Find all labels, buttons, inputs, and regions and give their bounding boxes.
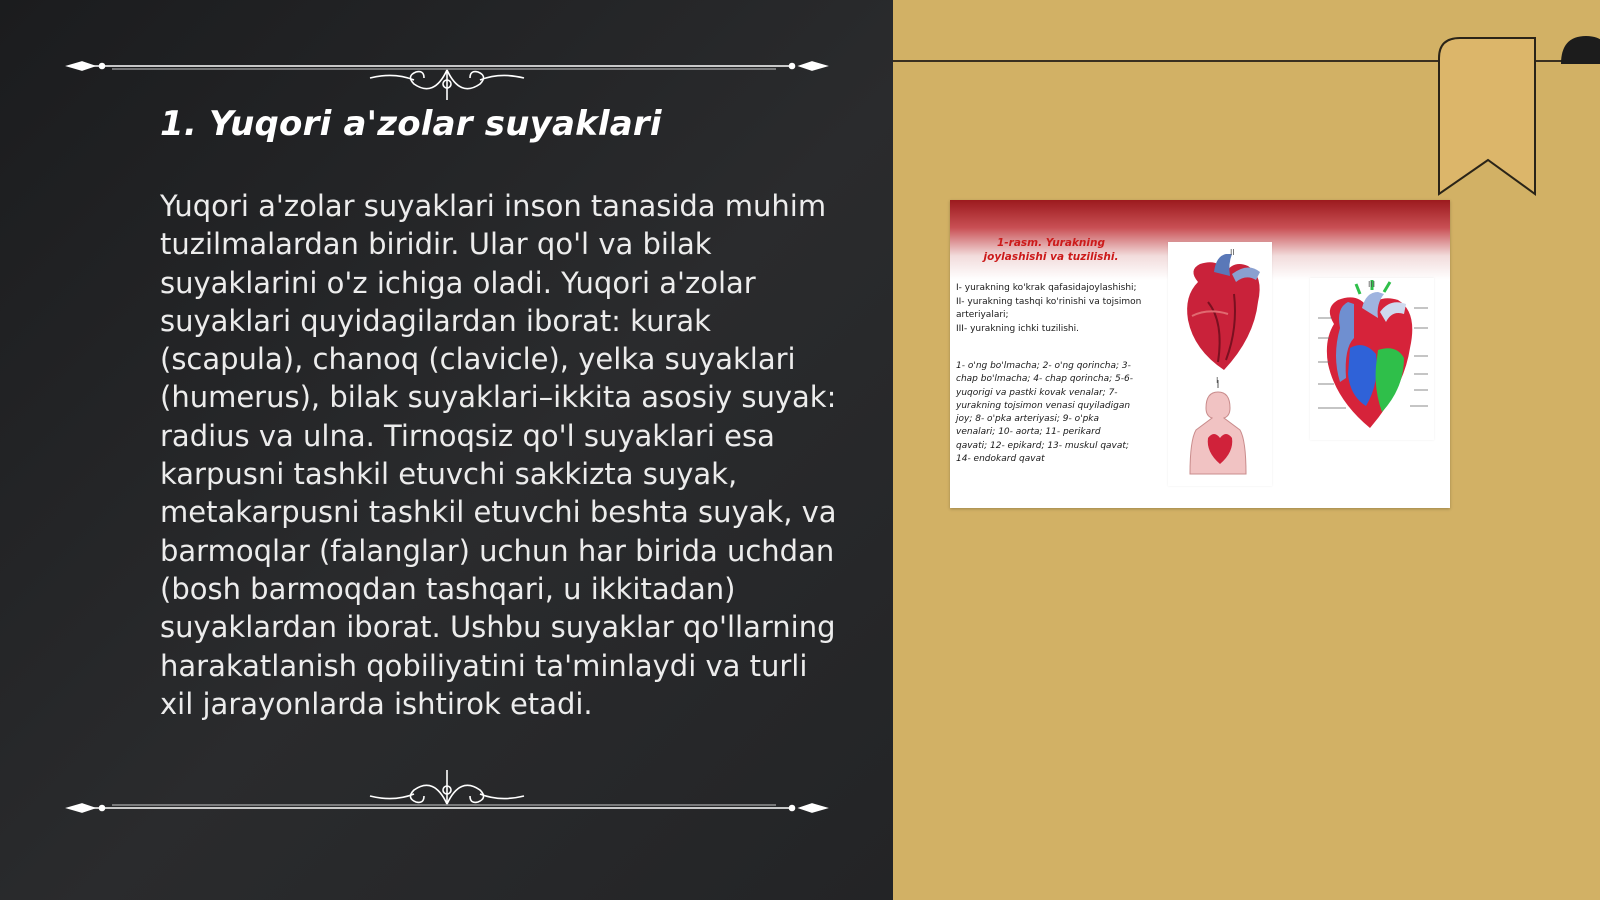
slide-body-text: Yuqori a'zolar suyaklari inson tanasida muhim tuzilmalardan biridir. Ular qo'l va bilak suyaklarini o'z ichiga oladi. Yuqori a'zolar suyaklari quyidagilardan iborat: kurak (scapula), chanoq (clavicle), yelka suyaklari (humerus), bilak suyaklari–ikkita asosiy suyak: radius va ulna. Tirnoqsiz qo'l suyaklari esa karpusni tashkil etuvchi sakkizta suyak, metakarpusni tashkil etuvchi beshta suyak, va barmoqlar (falanglar) uchun har birida uchdan (bosh barmoqdan tashqari, u ikkitadan) suyaklardan iborat. Ushbu suyaklar qo'llarning harakatlanish qobiliyatini ta'minlaydi va turli xil jarayonlarda ishtirok etadi. [160,189,837,721]
bookmark-ribbon-icon [1436,36,1536,196]
top-flourish-icon [64,40,830,100]
label-roman-three: III [1368,280,1376,289]
legend-item: III- yurakning ichki tuzilishi. [956,323,1079,334]
label-roman-two: II [1230,248,1235,257]
heart-interior-image [1310,278,1434,440]
legend-item: I- yurakning ko'krak qafasidajoylashishi; [956,283,1137,293]
heart-diagram-figure [950,200,1450,508]
figure-legend [956,282,1156,336]
bottom-flourish-icon [64,770,830,830]
legend-item: II- yurakning tashqi ko'rinishi va tojsimon arteriyalari; [956,296,1142,320]
heart-exterior-icon [1168,242,1272,486]
label-roman-one: I [1216,376,1219,385]
slide-title: 1. Yuqori a'zolar suyaklari [160,104,662,144]
heart-exterior-image [1168,242,1272,486]
ribbon-hook-icon [1561,36,1600,86]
figure-title: 1-rasm. Yurakning joylashishi va tuzilishi. [983,237,1119,263]
figure-parts-list: 1- o'ng bo'lmacha; 2- o'ng qorincha; 3- chap bo'lmacha; 4- chap qorincha; 5-6- yuqorigi va pastki kovak venalar; 7- yurakning tojsimon venasi quyiladigan joy; 8- o'pka arteriyasi; 9- o'pka venalari; 10- aorta; 11- perikard qavati; 12- epikard; 13- muskul qavat; 14- endokard qavat [956,361,1133,465]
heart-interior-icon [1310,278,1434,440]
